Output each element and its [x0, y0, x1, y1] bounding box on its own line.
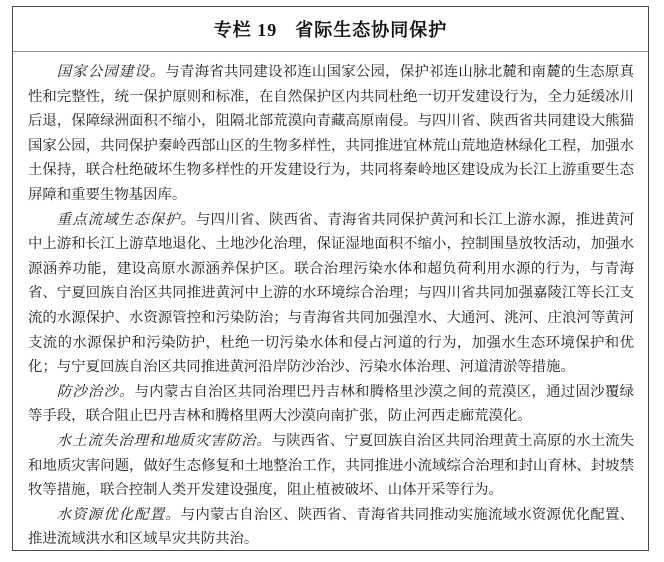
paragraph-body: 与青海省共同建设祁连山国家公园，保护祁连山脉北麓和南麓的生态原真性和完整性，统一保护原则和标准，在自然保护区内共同杜绝一切开发建设行为，全力延缓冰川后退，保障绿洲面积不缩小，阻隔北部荒漠向青藏高原南侵。与四川省、陕西省共同建设大熊猫国家公园，共同保护秦岭西部山区的生物多样性，共同推进宜林荒山荒地造林绿化工程，加强水土保持，联合杜绝破坏生物多样性的开发建设行为，共同将秦岭地区建设成为长江上游重要生态屏障和重要生物基因库。	[28, 64, 634, 203]
box-title	[13, 7, 648, 52]
paragraph	[28, 208, 634, 380]
paragraph-body: 与内蒙古自治区、陕西省、青海省共同推动实施流域水资源优化配置、推进流域洪水和区域旱灾共防共治。	[28, 506, 634, 548]
paragraph	[28, 60, 634, 208]
paragraph-body: 与内蒙古自治区共同治理巴丹吉林和腾格里沙漠之间的荒漠区，通过固沙覆绿等手段，联合阻止巴丹吉林和腾格里两大沙漠向南扩张，防止河西走廊荒漠化。	[28, 383, 634, 425]
paragraph	[28, 380, 634, 429]
paragraph-body: 与四川省、陕西省、青海省共同保护黄河和长江上游水源，推进黄河中上游和长江上游草地退化、土地沙化治理，保证湿地面积不缩小，控制围垦放牧活动，加强水源涵养功能，建设高原水源涵养保护区。联合治理污染水体和超负荷利用水源的行为，与青海省、宁夏回族自治区共同推进黄河中上游的水环境综合治理；与四川省共同加强嘉陵江等长江支流的水源保护、水资源管控和污染防治；与青海省共同加强湟水、大通河、洮河、庄浪河等黄河支流的水源保护和污染防护，杜绝一切污染水体和侵占河道的行为，加强水生态环境保护和优化；与宁夏回族自治区共同推进黄河沿岸防沙治沙、污染水体治理、河道清淤等措施。	[28, 211, 634, 376]
paragraph-lead: 水土流失治理和地质灾害防治。	[56, 432, 272, 449]
paragraph-lead: 国家公园建设。	[56, 64, 166, 80]
paragraph-lead: 水资源优化配置。	[56, 506, 181, 523]
paragraph-lead: 重点流域生态保护。	[56, 211, 197, 228]
column-box	[12, 6, 649, 551]
box-title-text: 省际生态协同保护	[295, 20, 448, 40]
box-body	[13, 52, 648, 552]
paragraph	[28, 429, 634, 503]
paragraph-body: 与陕西省、宁夏回族自治区共同治理黄土高原的水土流失和地质灾害问题，做好生态修复和土地整治工作，共同推进小流域综合治理和封山育林、封坡禁牧等措施，联合控制人类开发建设强度，阻止植被破坏、山体开采等行为。	[28, 432, 634, 499]
box-title-prefix: 专栏 19	[213, 20, 278, 40]
paragraph-lead: 防沙治沙。	[56, 383, 135, 400]
paragraph	[28, 503, 634, 552]
